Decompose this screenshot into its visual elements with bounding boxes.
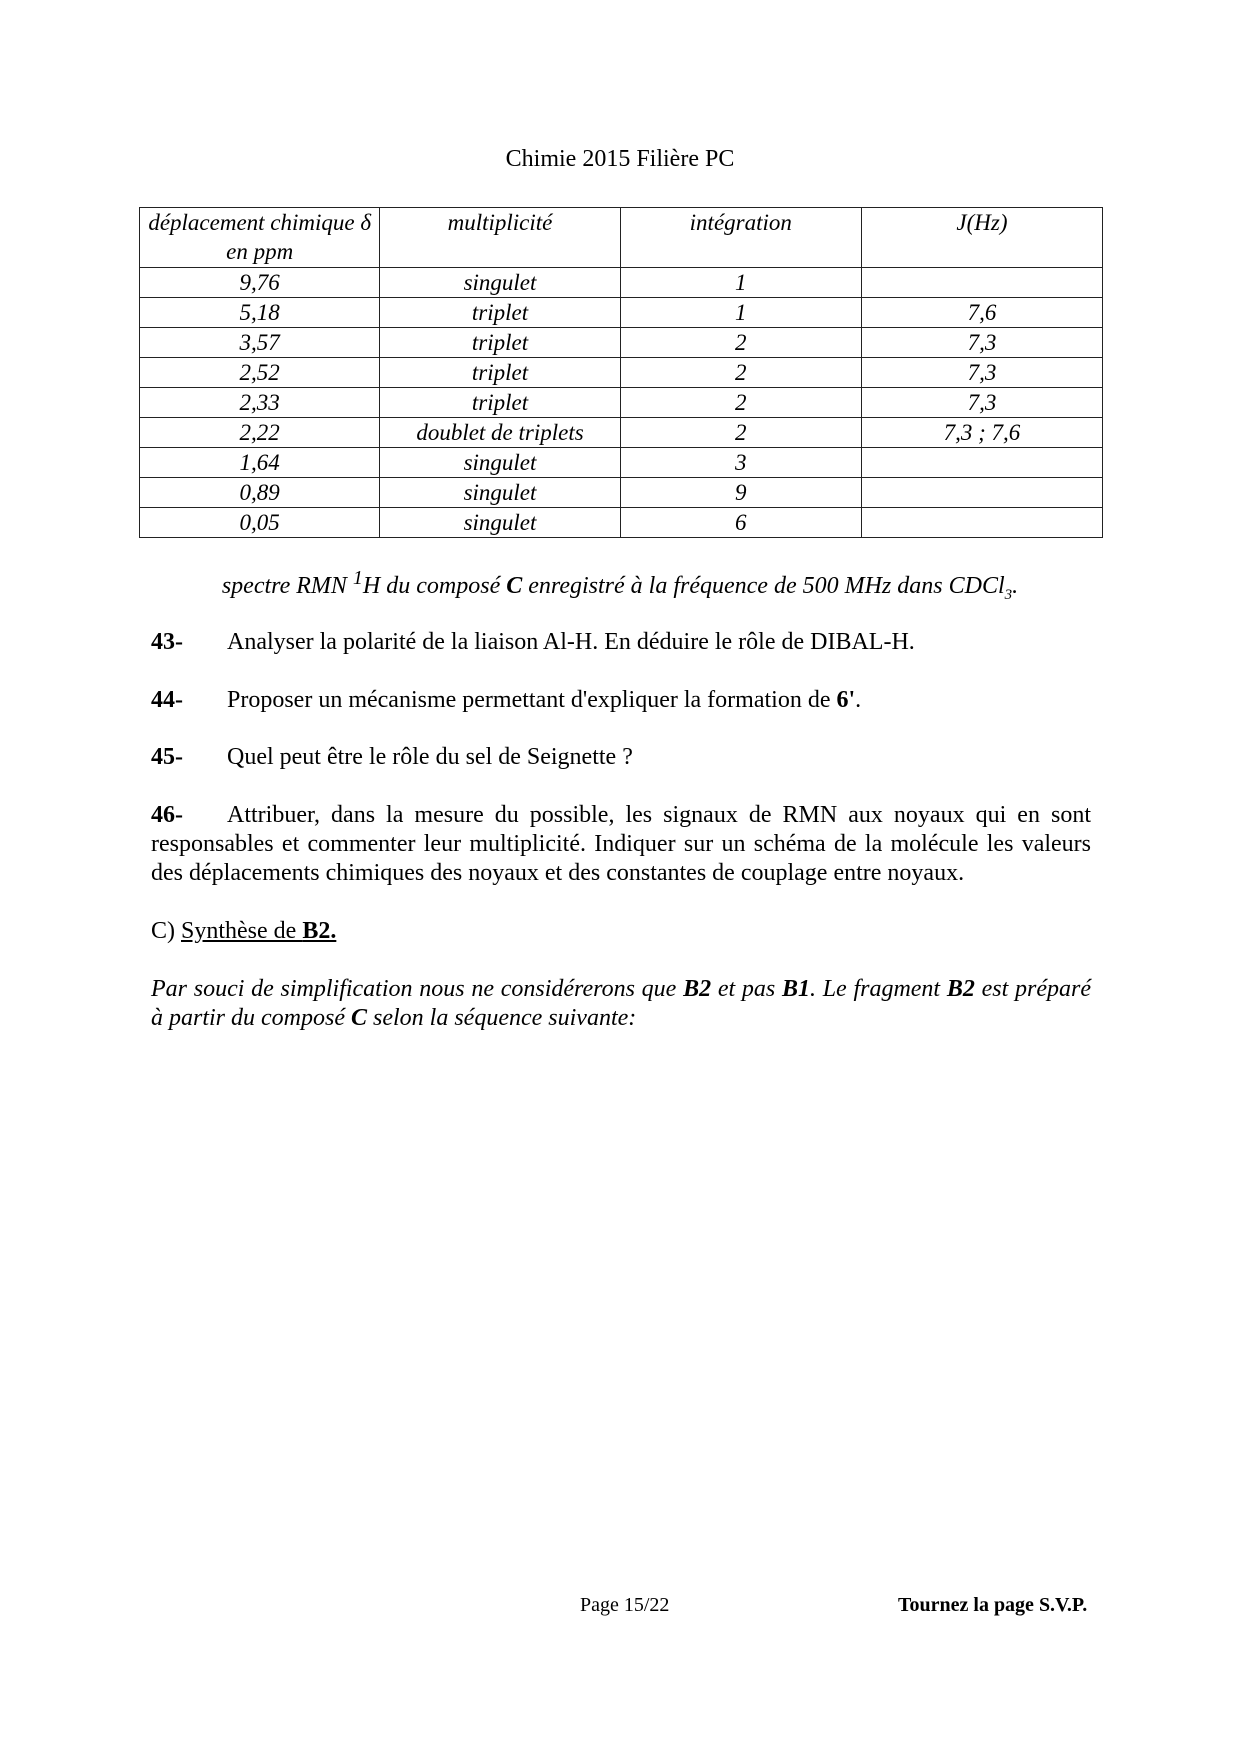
cell-coupling: 7,3 (861, 328, 1102, 358)
cell-integration: 9 (620, 478, 861, 508)
table-body (140, 268, 1103, 538)
question-43 (151, 628, 1091, 657)
table-row (140, 448, 1103, 478)
page-number: Page 15/22 (580, 1594, 670, 1616)
cell-integration: 6 (620, 508, 861, 538)
cell-shift: 2,22 (140, 418, 380, 448)
cell-multiplicity: doublet de triplets (380, 418, 620, 448)
question-number: 43- (151, 629, 183, 655)
table-row (140, 328, 1103, 358)
column-header-multiplicity: multiplicité (380, 208, 620, 268)
cell-multiplicity: triplet (380, 328, 620, 358)
cell-multiplicity: triplet (380, 388, 620, 418)
cell-shift: 9,76 (140, 268, 380, 298)
cell-multiplicity: singulet (380, 478, 620, 508)
section-heading: C) Synthèse de B2. (151, 918, 337, 944)
cell-coupling (861, 478, 1102, 508)
cell-multiplicity: triplet (380, 358, 620, 388)
turn-page-note: Tournez la page S.V.P. (898, 1594, 1088, 1616)
cell-coupling: 7,6 (861, 298, 1102, 328)
cell-shift: 2,52 (140, 358, 380, 388)
cell-integration: 1 (620, 298, 861, 328)
cell-coupling: 7,3 (861, 358, 1102, 388)
cell-integration: 2 (620, 388, 861, 418)
question-44: 44- Proposer un mécanisme permettant d'expliquer la formation de 6'. (151, 687, 862, 713)
cell-integration: 2 (620, 358, 861, 388)
question-46 (151, 801, 1091, 888)
column-header-shift: déplacement chimique δ en ppm (140, 208, 380, 268)
table-header-row (140, 208, 1103, 268)
cell-multiplicity: singulet (380, 448, 620, 478)
table-row (140, 358, 1103, 388)
cell-shift: 5,18 (140, 298, 380, 328)
column-header-integration: intégration (620, 208, 861, 268)
cell-shift: 3,57 (140, 328, 380, 358)
intro-paragraph: Par souci de simplification nous ne considérerons que B2 et pas B1. Le fragment B2 est préparé à partir du composé C selon la séquence suivante: (151, 976, 1091, 1031)
cell-coupling: 7,3 (861, 388, 1102, 418)
page-header: Chimie 2015 Filière PC (505, 146, 735, 172)
table-row (140, 298, 1103, 328)
question-number: 45- (151, 744, 183, 770)
cell-multiplicity: singulet (380, 508, 620, 538)
cell-shift: 0,05 (140, 508, 380, 538)
cell-integration: 1 (620, 268, 861, 298)
cell-shift: 0,89 (140, 478, 380, 508)
cell-multiplicity: singulet (380, 268, 620, 298)
table-row (140, 478, 1103, 508)
cell-coupling (861, 268, 1102, 298)
question-text: Quel peut être le rôle du sel de Seignette ? (227, 744, 633, 770)
column-header-coupling: J(Hz) (861, 208, 1102, 268)
question-number: 46- (151, 802, 183, 828)
question-text: Attribuer, dans la mesure du possible, les signaux de RMN aux noyaux qui en sont responsables et commenter leur multiplicité. Indiquer sur un schéma de la molécule les valeurs des déplacements chimiques des noyaux et des constantes de couplage entre noyaux. (151, 802, 1091, 886)
cell-integration: 3 (620, 448, 861, 478)
table-row (140, 388, 1103, 418)
nmr-table (139, 207, 1103, 538)
table-row (140, 268, 1103, 298)
cell-coupling: 7,3 ; 7,6 (861, 418, 1102, 448)
cell-integration: 2 (620, 328, 861, 358)
table-row (140, 508, 1103, 538)
cell-shift: 1,64 (140, 448, 380, 478)
cell-coupling (861, 448, 1102, 478)
table-caption: spectre RMN $^1$H du composé C enregistré à la fréquence de 500 MHz dans CDCl$_3$. (221, 567, 1019, 603)
cell-integration: 2 (620, 418, 861, 448)
table-row (140, 418, 1103, 448)
cell-coupling (861, 508, 1102, 538)
question-number: 44- (151, 687, 183, 713)
cell-multiplicity: triplet (380, 298, 620, 328)
question-text: Analyser la polarité de la liaison Al-H. En déduire le rôle de DIBAL-H. (227, 629, 915, 655)
question-45 (151, 743, 1091, 772)
cell-shift: 2,33 (140, 388, 380, 418)
